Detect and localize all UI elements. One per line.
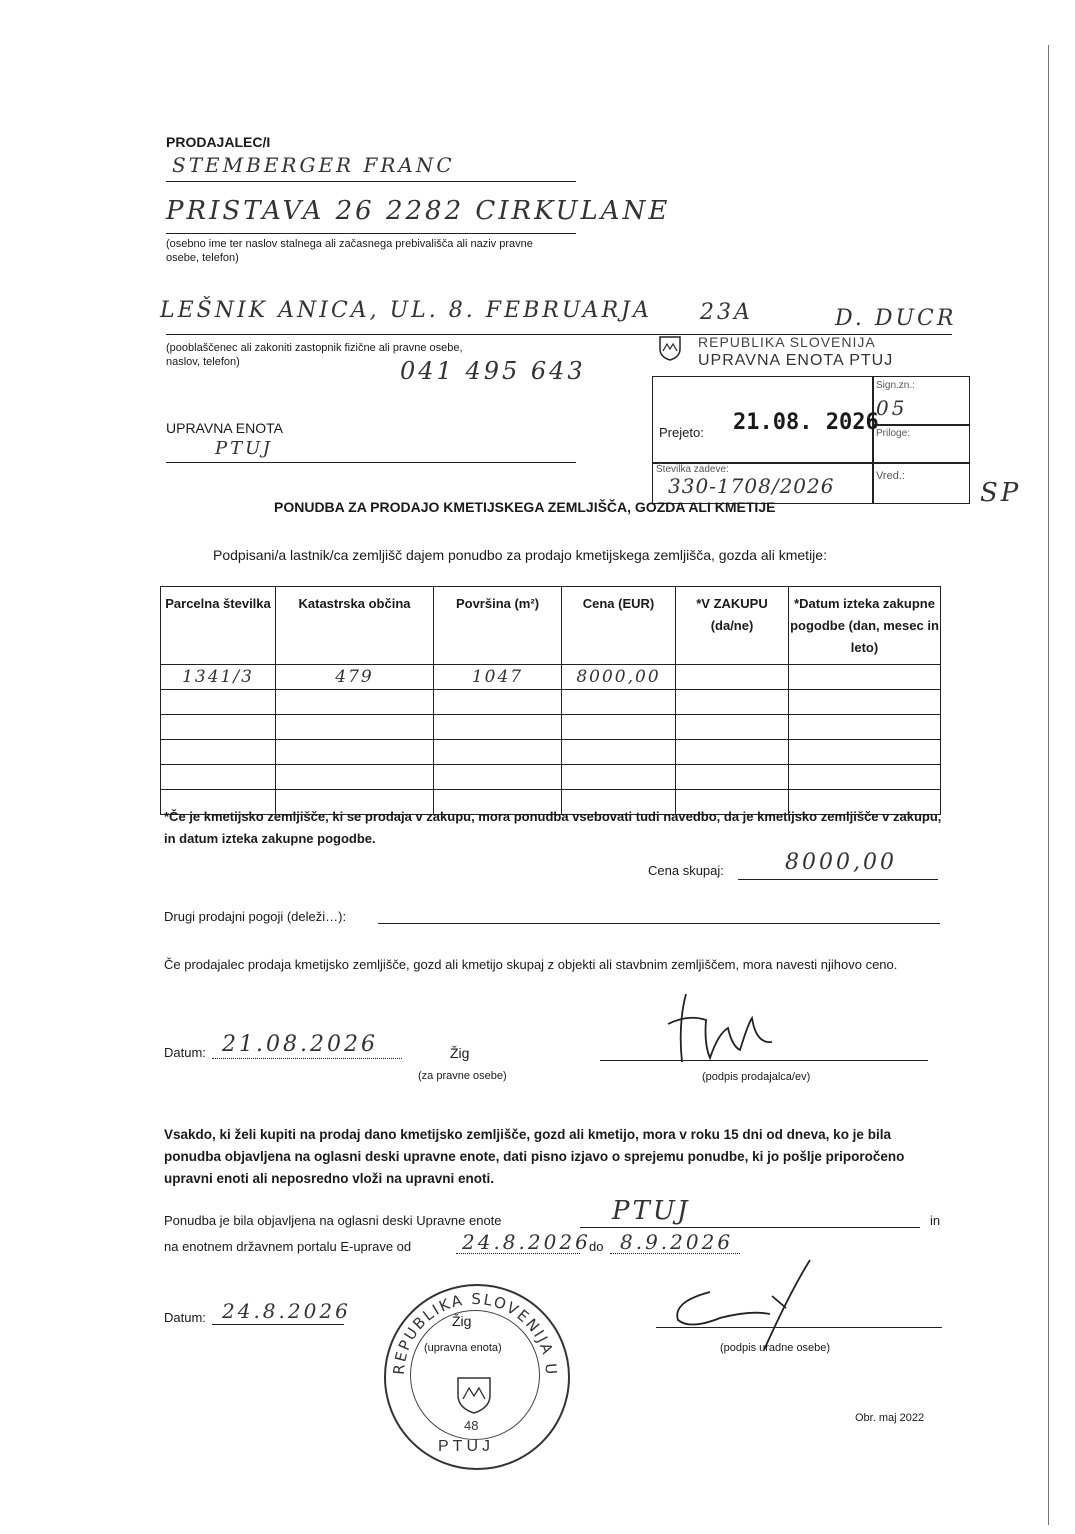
seller-date-label: Datum: [164,1045,206,1060]
other-terms-line [378,923,940,924]
stamp-coat-of-arms-icon [454,1375,494,1415]
seller-name-line [166,181,576,182]
sign-label: Sign.zn.: [876,380,915,391]
publication-unit: PTUJ [612,1196,691,1226]
stamp-header-unit: UPRAVNA ENOTA PTUJ [698,352,894,369]
purchase-notice: Vsakdo, ki želi kupiti na prodaj dano kmetijsko zemljišče, gozd ali kmetijo, mora v roku 15 dni od dneva, ko je bila ponudba objavljena na oglasni deski upravne enote, dati pisno izjavo o sprejemu ponudbe, ki jo pošlje priporočeno upravni enoti ali neposredno vloži na upravni enoti. [164,1127,905,1186]
seller-caption: (osebno ime ter naslov stalnega ali začasnega prebivališča ali naziv pravne osebe, telefon) [166,238,533,264]
received-label: Prejeto: [659,425,704,440]
col-header-parcel: Parcelna številka [161,587,276,665]
publication-to: 8.9.2026 [620,1230,734,1254]
office-date-line [212,1324,344,1325]
stamp-city: PTUJ [438,1438,494,1455]
publication-unit-line [580,1227,920,1228]
official-signature-line [656,1327,942,1328]
value-label: Vred.: [876,470,905,482]
value-box [872,462,970,504]
coat-of-arms-icon [658,335,682,361]
table-row [161,690,941,715]
cell-cadastral: 479 [276,665,434,690]
total-value: 8000,00 [785,850,897,875]
table-row [161,665,941,690]
form-title: PONUDBA ZA PRODAJO KMETIJSKEGA ZEMLJIŠČA, GOZDA ALI KMETIJE [274,499,776,515]
stamp-number: 48 [464,1418,479,1433]
table-row [161,765,941,790]
seller-heading: PRODAJALEC/I [166,134,271,150]
official-signature-caption: (podpis uradne osebe) [720,1342,831,1354]
objects-note: Če prodajalec prodaja kmetijsko zemljišče, gozd ali kmetijo skupaj z objekti ali stavbnim zemljiščem, mora navesti njihovo ceno. [164,957,898,972]
proxy-name: LEŠNIK ANICA, UL. 8. FEBRUARJA [160,298,652,323]
seller-seal-label: Žig [450,1045,470,1061]
other-terms-label: Drugi prodajni pogoji (deleži…): [164,909,347,924]
publication-label-2: na enotnem državnem portalu E-uprave od [164,1239,412,1254]
seller-date-line [212,1058,402,1059]
admin-unit-label: UPRAVNA ENOTA [166,420,283,436]
total-line [738,879,938,880]
proxy-phone: 041 495 643 [400,357,586,385]
office-seal-caption: (upravna enota) [424,1342,502,1354]
proxy-city: D. DUCR [835,306,957,331]
stamp-header-republic: REPUBLIKA SLOVENIJA [698,334,876,350]
seller-date: 21.08.2026 [222,1032,378,1057]
case-label: Številka zadeve: [656,464,729,475]
col-header-area: Površina (m²) [434,587,562,665]
publication-in-label: in [930,1213,941,1228]
lease-footnote: *Če je kmetijsko zemljišče, ki se prodaja v zakupu, mora ponudba vsebovati tudi navedbo, da je kmetijsko zemljišče v zakupu, in datum izteka zakupne pogodbe. [164,809,942,846]
cell-area: 1047 [434,665,562,690]
parcel-table [160,586,941,815]
proxy-house-number: 23A [700,300,753,325]
seller-signature-caption: (podpis prodajalca/ev) [702,1071,811,1083]
table-row [161,740,941,765]
received-date: 21.08. 2026 [733,410,879,435]
col-header-price: Cena (EUR) [562,587,676,665]
seller-name: STEMBERGER FRANC [172,153,455,177]
seller-address-line [166,233,576,234]
col-header-lease: *V ZAKUPU (da/ne) [676,587,789,665]
case-value: 330-1708/2026 [668,474,835,498]
table-row [161,715,941,740]
office-date-label: Datum: [164,1310,206,1325]
seller-seal-caption: (za pravne osebe) [418,1070,507,1082]
col-header-cadastral: Katastrska občina [276,587,434,665]
attach-label: Priloge: [876,428,910,439]
sign-value: 05 [876,396,908,420]
cell-lease [676,665,789,690]
office-date: 24.8.2026 [222,1299,351,1323]
svg-text:REPUBLIKA SLOVENIJA UPRAVNA EN: REPUBLIKA SLOVENIJA U [389,1289,561,1377]
proxy-caption: (pooblaščenec ali zakoniti zastopnik fizične ali pravne osebe, naslov, telefon) [166,342,463,368]
form-version: Obr. maj 2022 [855,1412,925,1424]
publication-to-label: do [589,1239,604,1254]
admin-unit-value: PTUJ [215,438,274,459]
publication-label-1: Ponudba je bila objavljena na oglasni deski Upravne enote [164,1213,502,1228]
total-label: Cena skupaj: [648,863,724,878]
office-seal-label: Žig [452,1313,472,1329]
seller-signature-line [600,1060,928,1061]
cell-price: 8000,00 [562,665,676,690]
page-scan-edge [1048,45,1049,1525]
margin-note: SP [980,478,1022,508]
cell-lease-end [789,665,941,690]
seller-address: PRISTAVA 26 2282 CIRKULANE [166,196,671,226]
col-header-lease-end: *Datum izteka zakupne pogodbe (dan, mesec in leto) [789,587,941,665]
cell-parcel: 1341/3 [161,665,276,690]
publication-from-line [456,1253,580,1254]
publication-from: 24.8.2026 [462,1230,591,1254]
admin-unit-line [166,462,576,463]
intro-text: Podpisani/a lastnik/ca zemljišč dajem ponudbo za prodajo kmetijskega zemljišča, gozda ali kmetije: [213,547,827,563]
